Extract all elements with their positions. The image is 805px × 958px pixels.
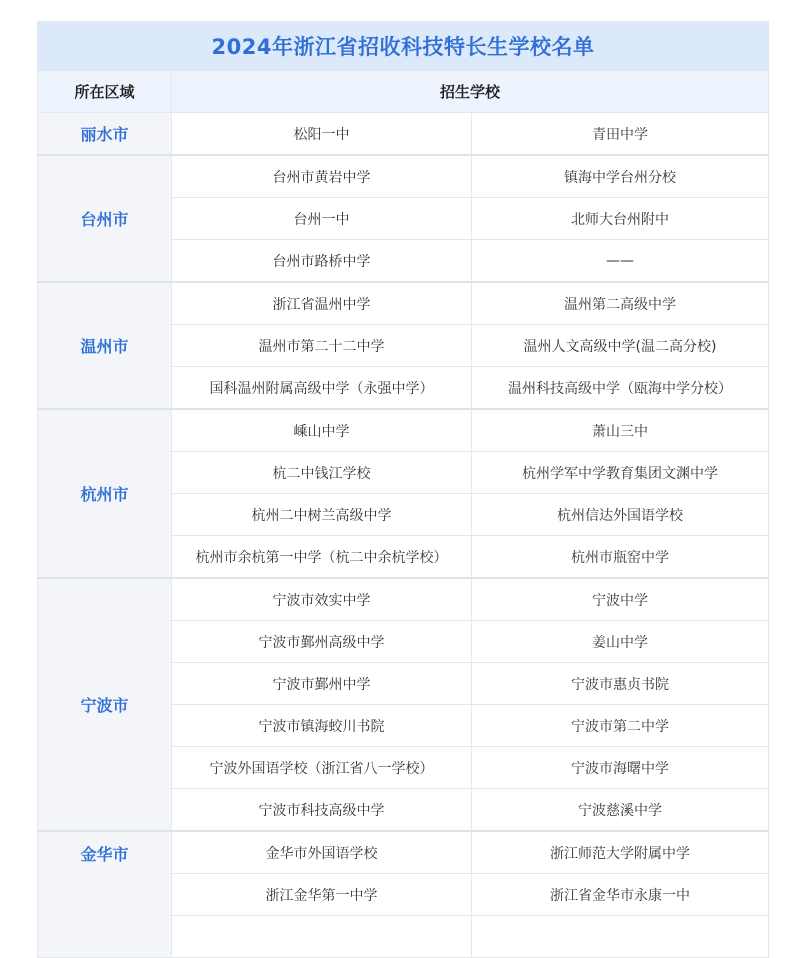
- school-cell: 宁波市海曙中学: [472, 747, 769, 789]
- school-cell: 杭州信达外国语学校: [472, 494, 769, 536]
- school-cell: 北师大台州附中: [472, 198, 769, 240]
- school-cell: 宁波市效实中学: [172, 578, 472, 621]
- school-cell: 姜山中学: [472, 621, 769, 663]
- header-schools: 招生学校: [172, 71, 769, 113]
- school-cell: 宁波慈溪中学: [472, 789, 769, 832]
- school-cell: 台州市路桥中学: [172, 240, 472, 283]
- table-row: [38, 155, 769, 198]
- school-cell: 宁波市第二中学: [472, 705, 769, 747]
- region-cell: 丽水市: [38, 113, 172, 156]
- school-cell: 台州市黄岩中学: [172, 155, 472, 198]
- school-cell: 浙江省金华市永康一中: [472, 874, 769, 916]
- school-cell: [172, 916, 472, 958]
- header-region: 所在区域: [38, 71, 172, 113]
- school-cell: 温州人文高级中学(温二高分校): [472, 325, 769, 367]
- table-row: [38, 578, 769, 621]
- school-cell: [472, 916, 769, 958]
- region-cell: 杭州市: [38, 409, 172, 578]
- school-cell: 镇海中学台州分校: [472, 155, 769, 198]
- school-cell: 国科温州附属高级中学（永强中学）: [172, 367, 472, 410]
- school-cell: 萧山三中: [472, 409, 769, 452]
- table-row: [38, 831, 769, 874]
- region-cell: 金华市: [38, 831, 172, 958]
- school-cell: 宁波市镇海蛟川书院: [172, 705, 472, 747]
- table-row: [38, 113, 769, 156]
- school-cell: 金华市外国语学校: [172, 831, 472, 874]
- school-cell: 台州一中: [172, 198, 472, 240]
- school-cell: 宁波市科技高级中学: [172, 789, 472, 832]
- school-cell: 嵊山中学: [172, 409, 472, 452]
- table-body: [38, 113, 769, 958]
- region-cell: 台州市: [38, 155, 172, 282]
- school-cell: 宁波市惠贞书院: [472, 663, 769, 705]
- school-cell: 浙江金华第一中学: [172, 874, 472, 916]
- school-cell: 青田中学: [472, 113, 769, 156]
- table-row: [38, 282, 769, 325]
- school-cell: 浙江省温州中学: [172, 282, 472, 325]
- school-list-table: [37, 21, 769, 958]
- school-cell: 温州科技高级中学（瓯海中学分校）: [472, 367, 769, 410]
- school-cell: 松阳一中: [172, 113, 472, 156]
- school-cell: 杭二中钱江学校: [172, 452, 472, 494]
- school-cell: ——: [472, 240, 769, 283]
- school-cell: 杭州市瓶窑中学: [472, 536, 769, 579]
- school-cell: 宁波中学: [472, 578, 769, 621]
- school-cell: 杭州市余杭第一中学（杭二中余杭学校）: [172, 536, 472, 579]
- table-row: [38, 409, 769, 452]
- school-list-table-wrapper: [37, 21, 768, 958]
- region-cell: 宁波市: [38, 578, 172, 831]
- table-title: 2024年浙江省招收科技特长生学校名单: [38, 22, 769, 71]
- school-cell: 宁波市鄞州中学: [172, 663, 472, 705]
- school-cell: 杭州学军中学教育集团文渊中学: [472, 452, 769, 494]
- region-cell: 温州市: [38, 282, 172, 409]
- school-cell: 浙江师范大学附属中学: [472, 831, 769, 874]
- school-cell: 温州第二高级中学: [472, 282, 769, 325]
- school-cell: 宁波外国语学校（浙江省八一学校）: [172, 747, 472, 789]
- school-cell: 杭州二中树兰高级中学: [172, 494, 472, 536]
- school-cell: 温州市第二十二中学: [172, 325, 472, 367]
- school-cell: 宁波市鄞州高级中学: [172, 621, 472, 663]
